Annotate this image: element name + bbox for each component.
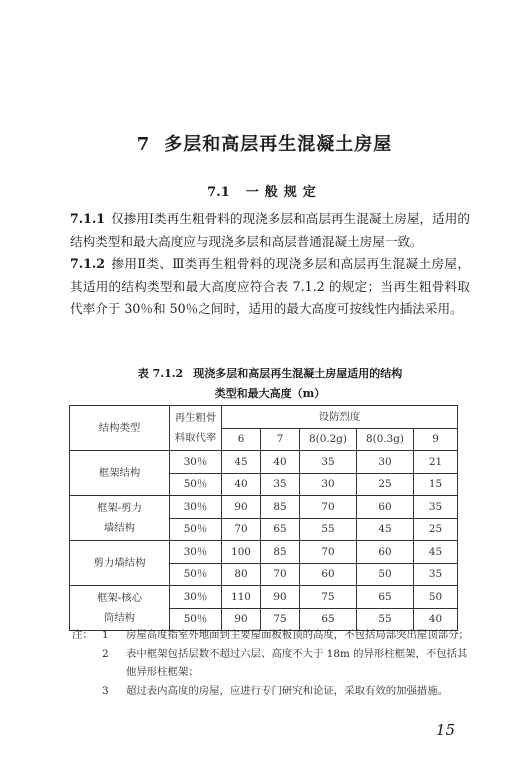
- value-cell: 40: [261, 451, 300, 474]
- page-number: 15: [435, 721, 455, 739]
- value-cell: 85: [261, 541, 300, 564]
- value-cell: 30: [300, 473, 357, 496]
- value-cell: 25: [357, 473, 414, 496]
- note-text: 表中框架包括层数不超过六层、高度不大于 18m 的异形柱框架，不包括其他异形柱框架；: [126, 647, 468, 678]
- value-cell: 30: [357, 451, 414, 474]
- value-cell: 25: [414, 518, 458, 541]
- rate-cell: 50％: [170, 473, 222, 496]
- table-row: [70, 541, 458, 564]
- note-number: 2: [102, 647, 109, 660]
- structure-type-cell: 框架-核心 筒结构: [70, 586, 170, 631]
- header-intensity-9: 9: [414, 428, 458, 451]
- clause-text: 掺用Ⅱ类、Ⅲ类再生粗骨料的现浇多层和高层再生混凝土房屋，其适用的结构类型和最大高度应符合表 7.1.2 的规定；当再生粗骨料取代率介于 30％和 50％之间时，适用的最大高度可按线性内插法采用。: [70, 256, 470, 316]
- value-cell: 35: [261, 473, 300, 496]
- rate-cell: 30％: [170, 496, 222, 519]
- clause-7-1-1: [70, 208, 470, 253]
- header-intensity: 设防烈度: [222, 406, 458, 429]
- value-cell: 65: [261, 518, 300, 541]
- value-cell: 100: [222, 541, 261, 564]
- value-cell: 55: [357, 608, 414, 631]
- value-cell: 80: [222, 563, 261, 586]
- value-cell: 40: [414, 608, 458, 631]
- clause-7-1-2: [70, 253, 470, 321]
- value-cell: 70: [300, 541, 357, 564]
- table-caption-line-1: [60, 364, 480, 384]
- structure-type-cell: 剪力墙结构: [70, 541, 170, 586]
- chapter-title: [0, 130, 529, 156]
- header-intensity-6: 6: [222, 428, 261, 451]
- value-cell: 90: [261, 586, 300, 609]
- value-cell: 70: [300, 496, 357, 519]
- value-cell: 85: [261, 496, 300, 519]
- height-limit-table: [69, 405, 458, 631]
- note-number: 1: [102, 629, 109, 641]
- value-cell: 50: [357, 563, 414, 586]
- value-cell: 45: [414, 541, 458, 564]
- table-caption-number: 表 7.1.2: [137, 367, 184, 380]
- table-row: [70, 496, 458, 519]
- header-intensity-8-0.2g: 8(0.2g): [300, 428, 357, 451]
- table-caption: [60, 364, 480, 404]
- value-cell: 90: [222, 608, 261, 631]
- clause-number: 7.1.1: [70, 211, 106, 226]
- value-cell: 21: [414, 451, 458, 474]
- note-item: [72, 645, 472, 682]
- value-cell: 35: [414, 496, 458, 519]
- value-cell: 110: [222, 586, 261, 609]
- note-text: 房屋高度指室外地面到主要屋面板板顶的高度，不包括局部突出屋顶部分；: [126, 629, 469, 641]
- header-replacement-rate: 再生粗骨料取代率: [170, 406, 222, 451]
- value-cell: 70: [261, 563, 300, 586]
- chapter-number: 7: [136, 134, 151, 155]
- value-cell: 90: [222, 496, 261, 519]
- value-cell: 35: [300, 451, 357, 474]
- notes-lead: 注：: [72, 629, 93, 641]
- note-item: [72, 682, 472, 701]
- rate-cell: 50％: [170, 563, 222, 586]
- rate-cell: 30％: [170, 451, 222, 474]
- clause-number: 7.1.2: [70, 256, 106, 271]
- value-cell: 70: [222, 518, 261, 541]
- table-row: [70, 451, 458, 474]
- body-text: [70, 208, 470, 321]
- section-title-text: 一般规定: [245, 185, 322, 200]
- structure-type-cell: 框架结构: [70, 451, 170, 496]
- value-cell: 60: [357, 541, 414, 564]
- value-cell: 75: [261, 608, 300, 631]
- section-title: [0, 181, 529, 200]
- value-cell: 55: [300, 518, 357, 541]
- value-cell: 65: [357, 586, 414, 609]
- header-intensity-7: 7: [261, 428, 300, 451]
- rate-cell: 30％: [170, 586, 222, 609]
- value-cell: 40: [222, 473, 261, 496]
- table-row: [70, 586, 458, 609]
- clause-text: 仅掺用Ⅰ类再生粗骨料的现浇多层和高层再生混凝土房屋，适用的结构类型和最大高度应与现浇多层和高层普通混凝土房屋一致。: [70, 211, 470, 249]
- header-structure-type: 结构类型: [70, 406, 170, 451]
- rate-cell: 50％: [170, 518, 222, 541]
- rate-cell: 50％: [170, 608, 222, 631]
- note-item: [72, 626, 472, 645]
- table-notes: [72, 626, 472, 700]
- value-cell: 45: [222, 451, 261, 474]
- table-header-row: [70, 406, 458, 429]
- table-caption-text-1: 现浇多层和高层再生混凝土房屋适用的结构: [193, 367, 403, 380]
- value-cell: 15: [414, 473, 458, 496]
- chapter-title-text: 多层和高层再生混凝土房屋: [164, 134, 393, 155]
- value-cell: 45: [357, 518, 414, 541]
- value-cell: 75: [300, 586, 357, 609]
- value-cell: 60: [357, 496, 414, 519]
- note-number: 3: [102, 684, 109, 697]
- rate-cell: 30％: [170, 541, 222, 564]
- value-cell: 65: [300, 608, 357, 631]
- note-text: 超过表内高度的房屋，应进行专门研究和论证，采取有效的加强措施。: [126, 684, 449, 697]
- section-number: 7.1: [207, 185, 230, 200]
- table-caption-line-2: 类型和最大高度（m）: [214, 387, 326, 400]
- value-cell: 35: [414, 563, 458, 586]
- value-cell: 60: [300, 563, 357, 586]
- value-cell: 50: [414, 586, 458, 609]
- header-intensity-8-0.3g: 8(0.3g): [357, 428, 414, 451]
- structure-type-cell: 框架-剪力 墙结构: [70, 496, 170, 541]
